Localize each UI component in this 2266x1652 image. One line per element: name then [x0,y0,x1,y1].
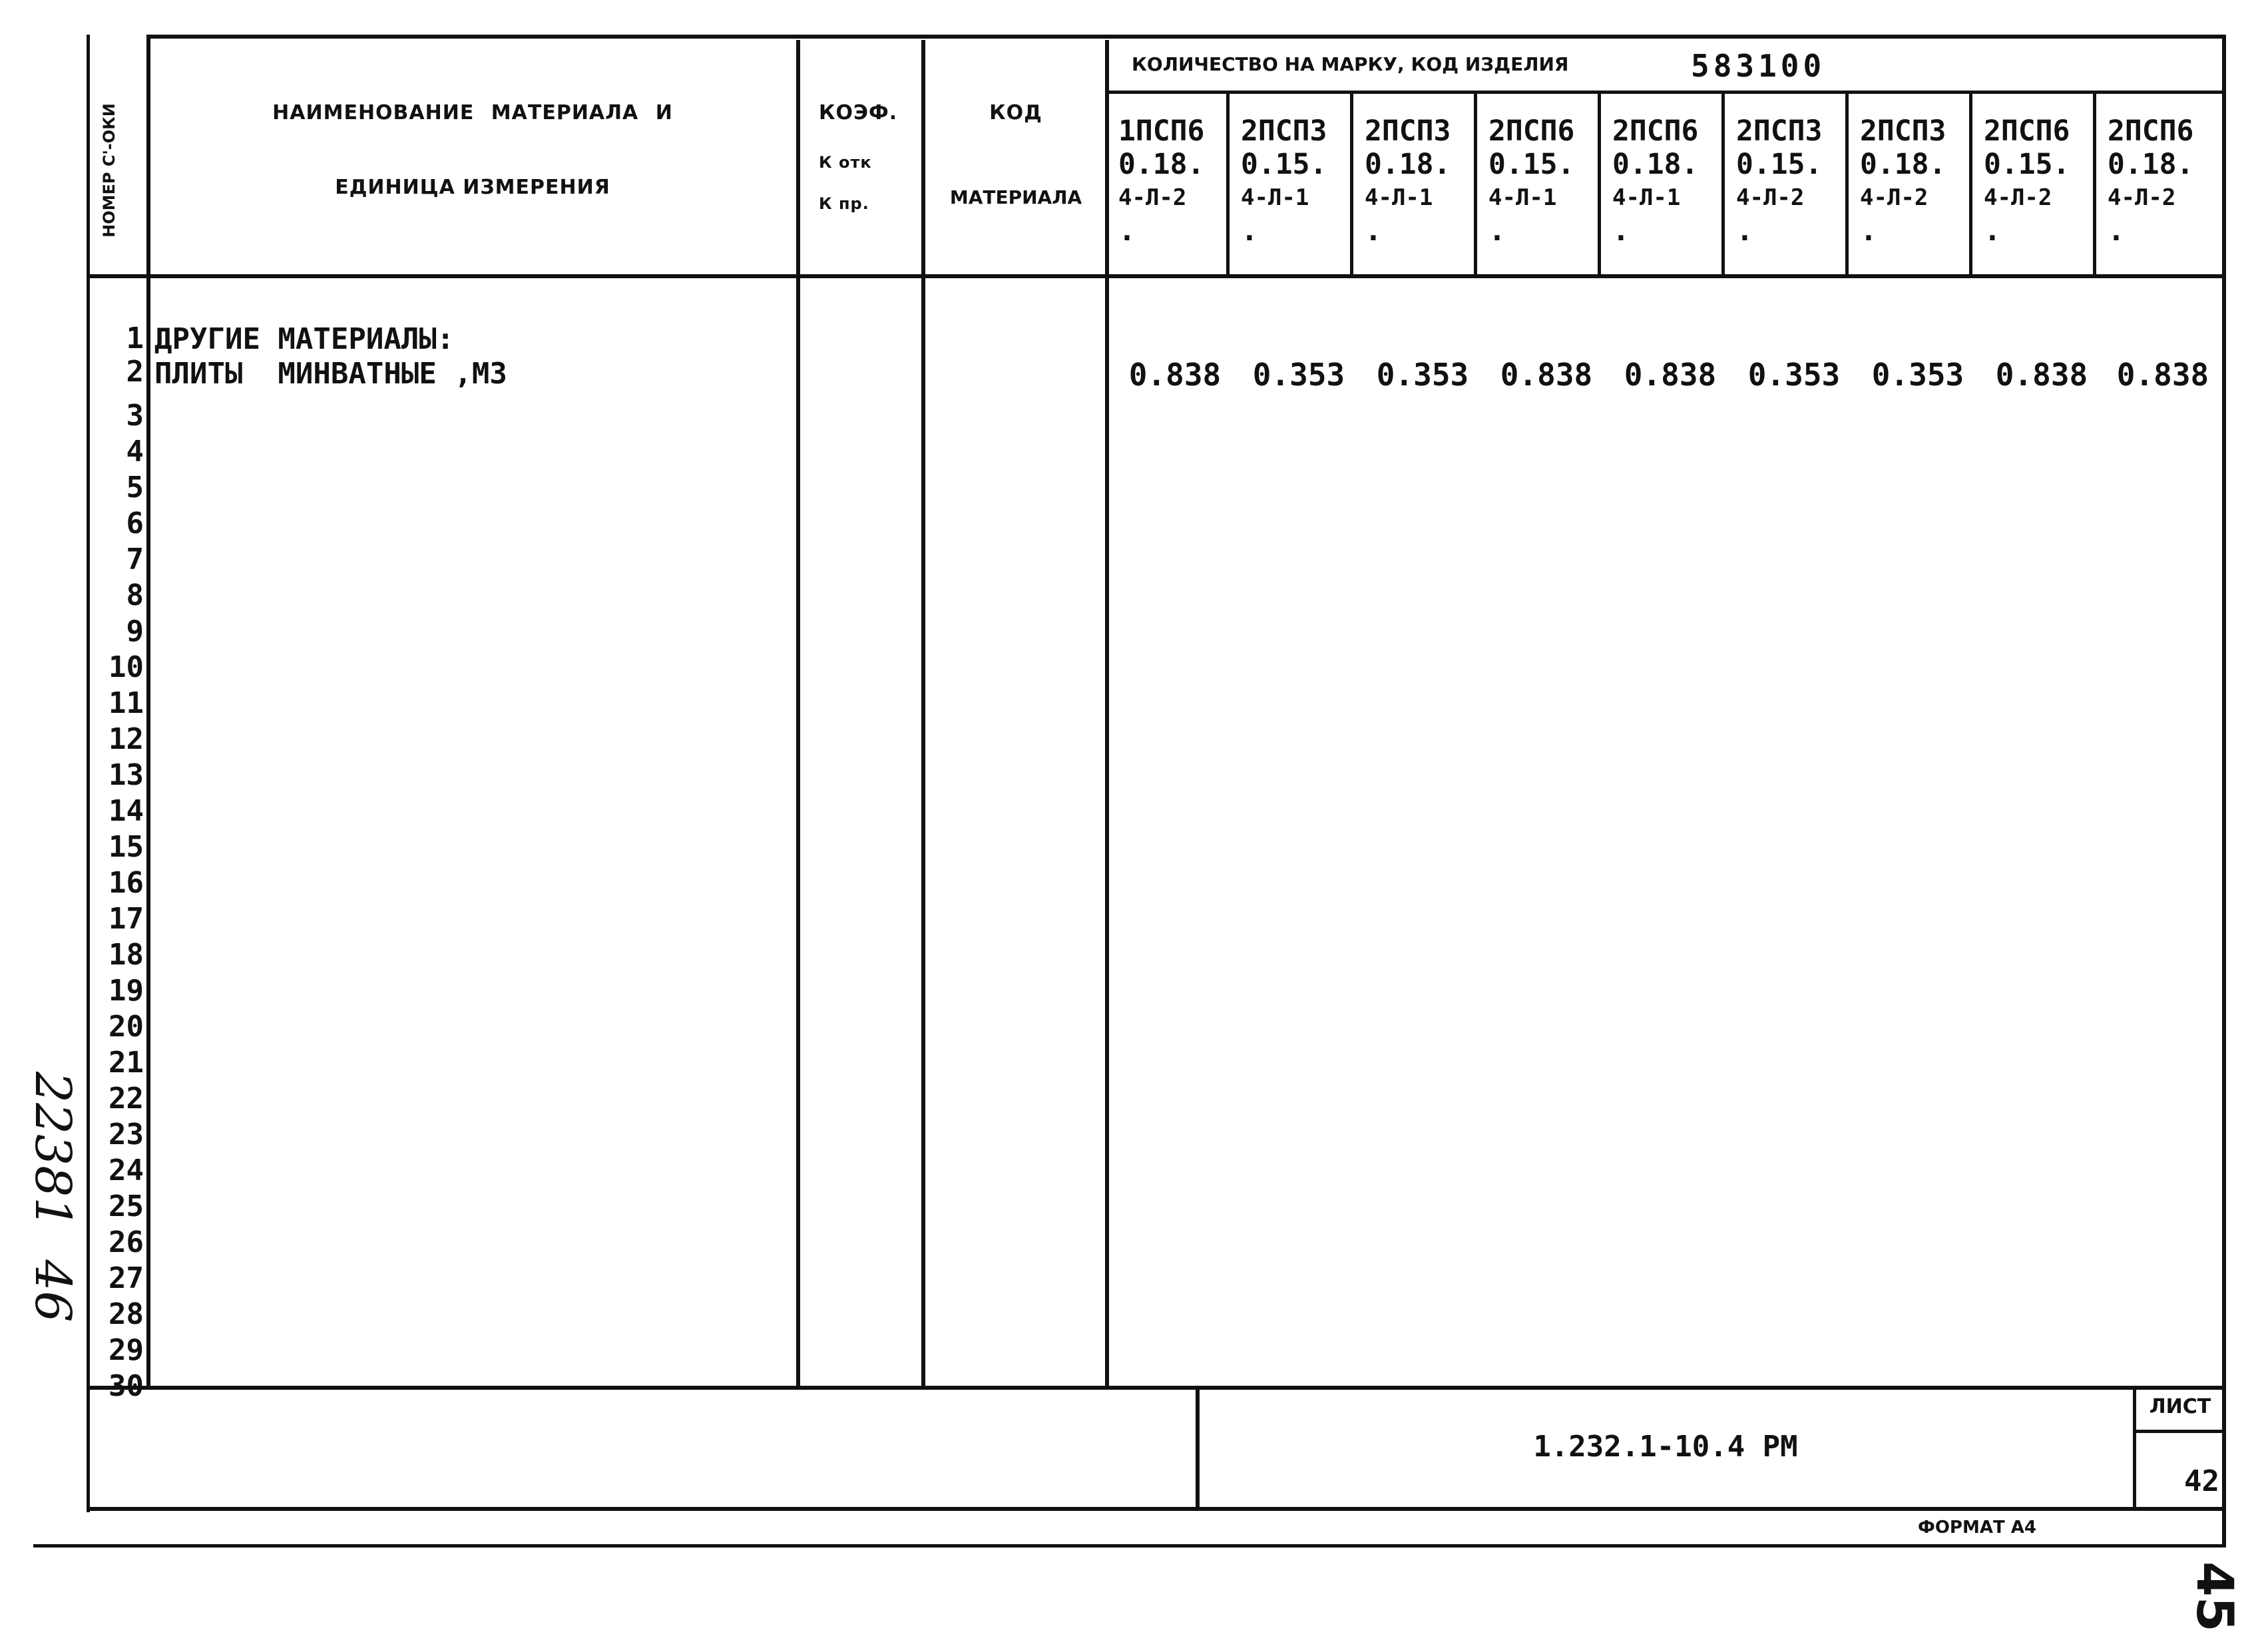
row-number: 3 [126,399,144,433]
mark-2-line1: 2ПСП3 [1241,114,1327,148]
row-number: 5 [126,471,144,505]
col-sep-mark-2 [1350,93,1353,276]
mark-8-line1: 2ПСП6 [1984,114,2070,148]
mark-1-line4: . [1118,214,1136,248]
mark-col-2 [1241,114,1327,248]
col-sep-mark-7 [1969,93,1972,276]
row-number: 24 [109,1153,144,1187]
footer-bottom-line [87,1507,2226,1511]
mark-7-line2: 0.18. [1860,148,1946,181]
frame-left-line [87,35,90,1512]
col-sep-mark-1 [1226,93,1230,276]
coef-header-3: К пр. [819,194,869,213]
code-header-1: КОД [989,101,1042,124]
row-number: 17 [109,902,144,936]
row-number: 15 [109,830,144,864]
row-number: 25 [109,1189,144,1223]
material-row-1: ДРУГИЕ МАТЕРИАЛЫ: [154,322,455,356]
side-handwritten-number: 22381 46 [24,1072,81,1323]
mark-8-line3: 4-Л-2 [1984,184,2052,211]
row-number: 29 [109,1333,144,1367]
coef-header-2: К отк [819,153,872,172]
material-name-header-2: ЕДИНИЦА ИЗМЕРЕНИЯ [335,176,610,199]
material-name-header-1: НАИМЕНОВАНИЕ МАТЕРИАЛА И [272,101,673,124]
mark-4-line1: 2ПСП6 [1488,114,1575,148]
mark-7-line3: 4-Л-2 [1860,184,1928,211]
row-number: 23 [109,1118,144,1151]
col-sep-name [796,40,800,1386]
mark-6-line4: . [1736,214,1753,248]
row-number: 26 [109,1225,144,1259]
mark-5-line1: 2ПСП6 [1612,114,1699,148]
col-sep-rownum [146,35,150,1386]
row-number: 14 [109,794,144,828]
row-number: 20 [109,1010,144,1044]
row-number: 9 [126,614,144,648]
row-number-label: НОМЕР С'-ОКИ [100,103,118,238]
mark-col-3 [1365,114,1451,248]
row-number: 7 [126,542,144,576]
value-cell: 0.838 [1500,357,1593,393]
mark-2-line2: 0.15. [1241,148,1327,181]
document-code: 1.232.1-10.4 РМ [1533,1430,1798,1464]
mark-col-4 [1488,114,1574,248]
mark-5-line4: . [1612,214,1630,248]
frame-top-line [148,35,2226,39]
mark-col-6 [1736,114,1822,248]
mark-col-5 [1612,114,1698,248]
mark-5-line3: 4-Л-1 [1612,184,1681,211]
mark-col-7 [1860,114,1946,248]
mark-col-9 [2108,114,2193,248]
mark-3-line3: 4-Л-1 [1365,184,1433,211]
row-number: 1 [126,321,144,355]
col-sep-mark-5 [1721,93,1725,276]
col-sep-code [1105,40,1109,1386]
value-cell: 0.838 [1995,357,2088,393]
coef-header-1: КОЭФ. [819,101,898,124]
col-sep-coef [921,40,925,1386]
row-number: 6 [126,507,144,540]
value-cell: 0.353 [1252,357,1345,393]
sheet-label: ЛИСТ [2149,1395,2211,1418]
value-cell: 0.838 [1128,357,1222,393]
row-number: 11 [109,686,144,720]
col-sep-mark-4 [1598,93,1601,276]
col-sep-mark-8 [2093,93,2096,276]
value-cell: 0.353 [1871,357,1964,393]
page-number: 45 [2185,1561,2245,1632]
table-bottom-line [87,1386,2226,1390]
format-strip-line [33,1544,2226,1548]
value-cell: 0.353 [1376,357,1469,393]
value-cell: 0.353 [1747,357,1841,393]
col-sep-mark-6 [1845,93,1849,276]
mark-1-line2: 0.18. [1118,148,1205,181]
row-number: 27 [109,1261,144,1295]
mark-3-line2: 0.18. [1365,148,1451,181]
mark-2-line4: . [1241,214,1258,248]
mark-1-line3: 4-Л-2 [1118,184,1187,211]
material-row-2: ПЛИТЫ МИНВАТНЫЕ ,М3 [154,357,507,391]
value-cell: 0.838 [1624,357,1717,393]
mark-9-line3: 4-Л-2 [2108,184,2176,211]
row-number: 16 [109,866,144,900]
row-number: 8 [126,578,144,612]
header-bottom-line [87,274,2226,278]
row-number: 2 [126,355,144,389]
row-number: 22 [109,1082,144,1116]
quantity-label-divider [1108,91,2226,94]
sheet-number: 42 [2184,1464,2219,1498]
mark-9-line4: . [2108,214,2125,248]
mark-6-line1: 2ПСП3 [1736,114,1823,148]
mark-3-line4: . [1365,214,1382,248]
format-label: ФОРМАТ А4 [1918,1518,2036,1538]
row-number: 13 [109,758,144,792]
col-sep-mark-3 [1474,93,1477,276]
mark-8-line2: 0.15. [1984,148,2070,181]
row-number: 18 [109,938,144,972]
mark-3-line1: 2ПСП3 [1365,114,1451,148]
mark-9-line2: 0.18. [2108,148,2194,181]
quantity-header: КОЛИЧЕСТВО НА МАРКУ, КОД ИЗДЕЛИЯ [1132,53,1569,75]
value-cell: 0.838 [2116,357,2209,393]
mark-9-line1: 2ПСП6 [2108,114,2194,148]
row-number-list [93,322,144,1403]
sheet-box-mid [2133,1430,2226,1433]
mark-4-line3: 4-Л-1 [1488,184,1557,211]
mark-7-line1: 2ПСП3 [1860,114,1946,148]
row-number: 12 [109,722,144,756]
mark-6-line2: 0.15. [1736,148,1823,181]
mark-1-line1: 1ПСП6 [1118,114,1205,148]
row-number: 30 [109,1369,144,1403]
mark-6-line3: 4-Л-2 [1736,184,1805,211]
mark-2-line3: 4-Л-1 [1241,184,1309,211]
frame-right-line [2222,35,2226,1546]
mark-col-8 [1984,114,2070,248]
row-number: 10 [109,650,144,684]
code-header-2: МАТЕРИАЛА [949,186,1082,208]
row-number: 28 [109,1297,144,1331]
mark-4-line2: 0.15. [1488,148,1575,181]
row-number: 4 [126,435,144,469]
row-number: 19 [109,974,144,1008]
product-code: 583100 [1691,48,1826,84]
mark-7-line4: . [1860,214,1877,248]
mark-5-line2: 0.18. [1612,148,1699,181]
row-number: 21 [109,1046,144,1080]
mark-4-line4: . [1488,214,1506,248]
mark-8-line4: . [1984,214,2001,248]
mark-col-1 [1118,114,1204,248]
